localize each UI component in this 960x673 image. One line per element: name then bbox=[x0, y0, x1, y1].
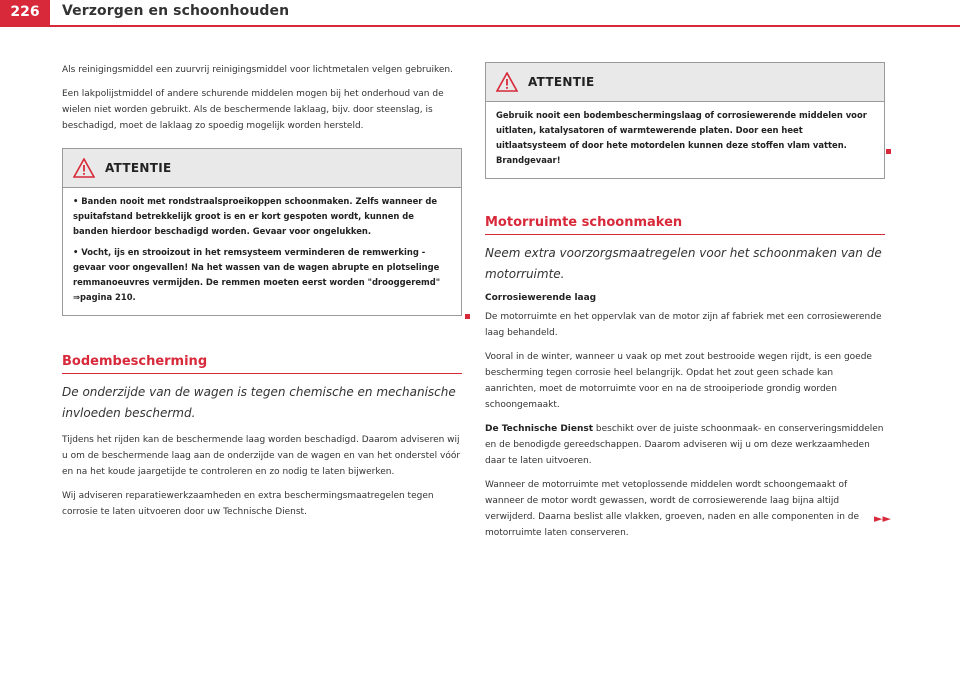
bold-term: De Technische Dienst bbox=[485, 424, 594, 434]
warning-box bbox=[62, 148, 462, 316]
paragraph: Vooral in de winter, wanneer u vaak op met zout bestrooide wegen rijdt, is een goede bescherming tegen corrosie heel belangrijk. Opdat het zout geen schade kan aanrichten, moet de motorruimte voor en na de strooiperiode grondig worden schoongemaakt. bbox=[485, 352, 872, 410]
section-title: Motorruimte schoonmaken bbox=[485, 215, 885, 235]
warning-body bbox=[63, 188, 461, 315]
section-lead: Neem extra voorzorgsmaatregelen voor het schoonmaken van de motorruimte. bbox=[485, 246, 882, 281]
paragraph: De motorruimte en het oppervlak van de motor zijn af fabriek met een corrosiewerende laag behandeld. bbox=[485, 312, 882, 338]
section-title: Bodembescherming bbox=[62, 354, 462, 374]
end-marker bbox=[465, 314, 470, 319]
warning-header bbox=[63, 149, 461, 188]
right-column bbox=[485, 62, 885, 549]
page-number: 226 bbox=[0, 0, 50, 25]
paragraph: Tijdens het rijden kan de beschermende laag worden beschadigd. Daarom adviseren wij u om de beschermende laag aan de onderzijde van de wagen en van het onderstel vóór en na het koude jaargetijde te controleren en zo nodig te laten bijwerken. bbox=[62, 435, 461, 477]
header-rule bbox=[0, 25, 960, 27]
end-marker bbox=[886, 149, 891, 154]
paragraph: Wanneer de motorruimte met vetoplossende middelen wordt schoongemaakt of wanneer de motor wordt gewassen, wordt de corrosiewerende laag bijna altijd verwijderd. Daarna beslist alle vlakken, groeven, naden en alle componenten in de motorruimte laten conserveren. bbox=[485, 480, 860, 538]
subheading: Corrosiewerende laag bbox=[485, 293, 597, 303]
section-lead: De onderzijde van de wagen is tegen chemische en mechanische invloeden beschermd. bbox=[62, 385, 456, 420]
warning-body bbox=[486, 102, 884, 178]
paragraph: Als reinigingsmiddel een zuurvrij reinigingsmiddel voor lichtmetalen velgen gebruiken. bbox=[62, 65, 453, 75]
paragraph: Een lakpolijstmiddel of andere schurende middelen mogen bij het onderhoud van de wielen niet worden gebruikt. Als de beschermende laklaag, bijv. door steenslag, is beschadigd, moet de laklaag zo spoedig mogelijk worden hersteld. bbox=[62, 89, 444, 131]
warning-header bbox=[486, 63, 884, 102]
warning-box bbox=[485, 62, 885, 179]
running-title: Verzorgen en schoonhouden bbox=[62, 3, 290, 19]
paragraph-text: beschikt over de juiste schoonmaak- en conserveringsmiddelen en de benodigde gereedschappen. Daarom adviseren wij u om deze werkzaamheden daar te laten uitvoeren. bbox=[485, 424, 884, 466]
paragraph: Wij adviseren reparatiewerkzaamheden en extra beschermingsmaatregelen tegen corrosie te laten uitvoeren door uw Technische Dienst. bbox=[62, 491, 434, 517]
warning-title: ATTENTIE bbox=[528, 75, 595, 89]
warning-triangle-icon bbox=[73, 158, 95, 178]
warning-item: • Banden nooit met rondstraalsproeikoppen schoonmaken. Zelfs wanneer de spuitafstand betrekkelijk groot is en er kort gespoten wordt, kunnen de banden hierdoor beschadigd worden. Gevaar voor ongelukken. bbox=[73, 196, 438, 236]
warning-text: Gebruik nooit een bodembeschermingslaag of corrosiewerende middelen voor uitlaten, katalysatoren of warmtewerende platen. Door een heet uitlaatsysteem of door hete motordelen kunnen deze stoffen vlam vatten. Brandgevaar! bbox=[496, 110, 867, 165]
left-column bbox=[62, 62, 462, 528]
warning-item: • Vocht, ijs en strooizout in het remsysteem verminderen de remwerking - gevaar voor ongevallen! Na het wassen van de wagen abrupte en plotselinge remmanoeuvres vermijden. De remmen moeten eerst worden "drooggeremd" ⇒pagina 210. bbox=[73, 247, 441, 302]
warning-triangle-icon bbox=[496, 72, 518, 92]
paragraph bbox=[485, 421, 885, 469]
continue-arrow-icon: ►► bbox=[874, 512, 891, 525]
warning-title: ATTENTIE bbox=[105, 161, 172, 175]
